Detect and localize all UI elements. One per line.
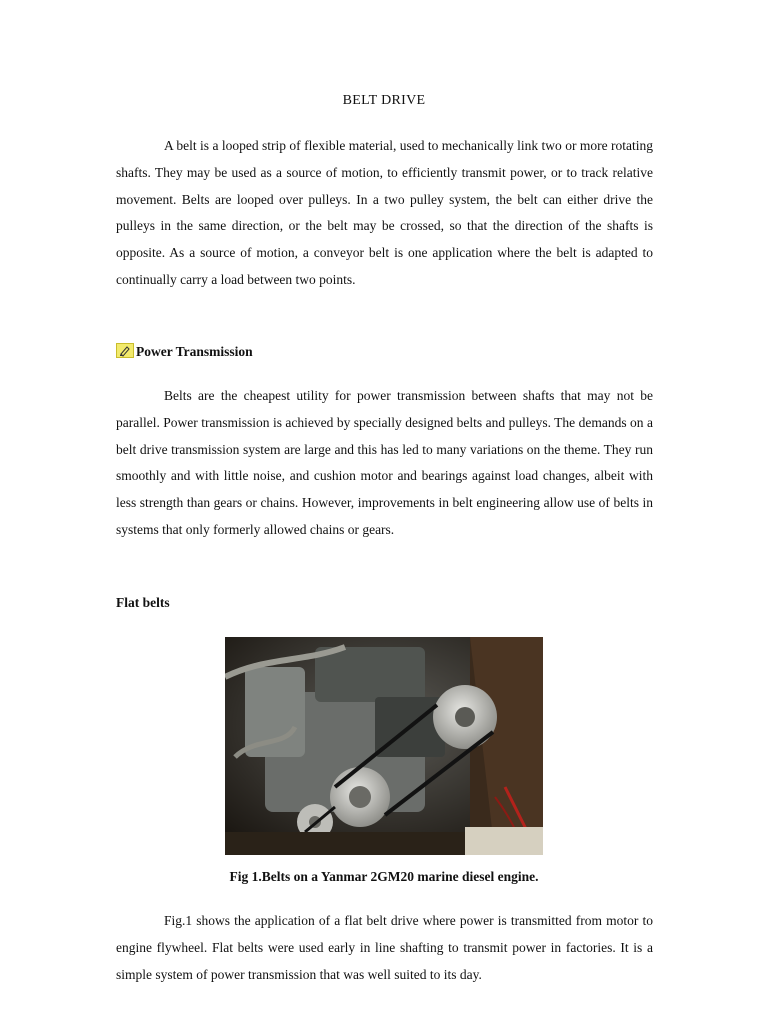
figure-caption: Fig 1.Belts on a Yanmar 2GM20 marine diesel engine. [229,869,539,884]
power-transmission-paragraph: Belts are the cheapest utility for power transmission between shafts that may not be parallel. Power transmission is achieved by specially designed belts and pulleys. The demands on a belt drive transmission system are large and this has led to many variations on the theme. They run smoothly and with little noise, and cushion motor and bearings against load changes, albeit with less strength than gears or chains. However, improvements in belt engineering allow use of belts in systems that only formerly allowed chains or gears. [116,388,653,537]
edit-marker-icon [116,343,134,358]
section-heading-flat-belts: Flat belts [116,595,170,610]
engine-photo [225,637,543,855]
intro-paragraph: A belt is a looped strip of flexible material, used to mechanically link two or more rotating shafts. They may be used as a source of motion, to efficiently transmit power, or to track relative movement. Belts are looped over pulleys. In a two pulley system, the belt can either drive the pulleys in the same direction, or the belt may be crossed, so that the direction of the shafts is opposite. As a source of motion, a conveyor belt is one application where the belt is adapted to continually carry a load between two points. [116,138,653,287]
page-title: BELT DRIVE [342,93,426,108]
flat-belts-paragraph: Fig.1 shows the application of a flat belt drive where power is transmitted from motor to engine flywheel. Flat belts were used early in line shafting to transmit power in factories. It is a simple system of power transmission that was well suited to its day. [116,913,653,982]
section-heading-power-transmission [116,343,253,360]
section-heading-label: Power Transmission [136,344,253,359]
